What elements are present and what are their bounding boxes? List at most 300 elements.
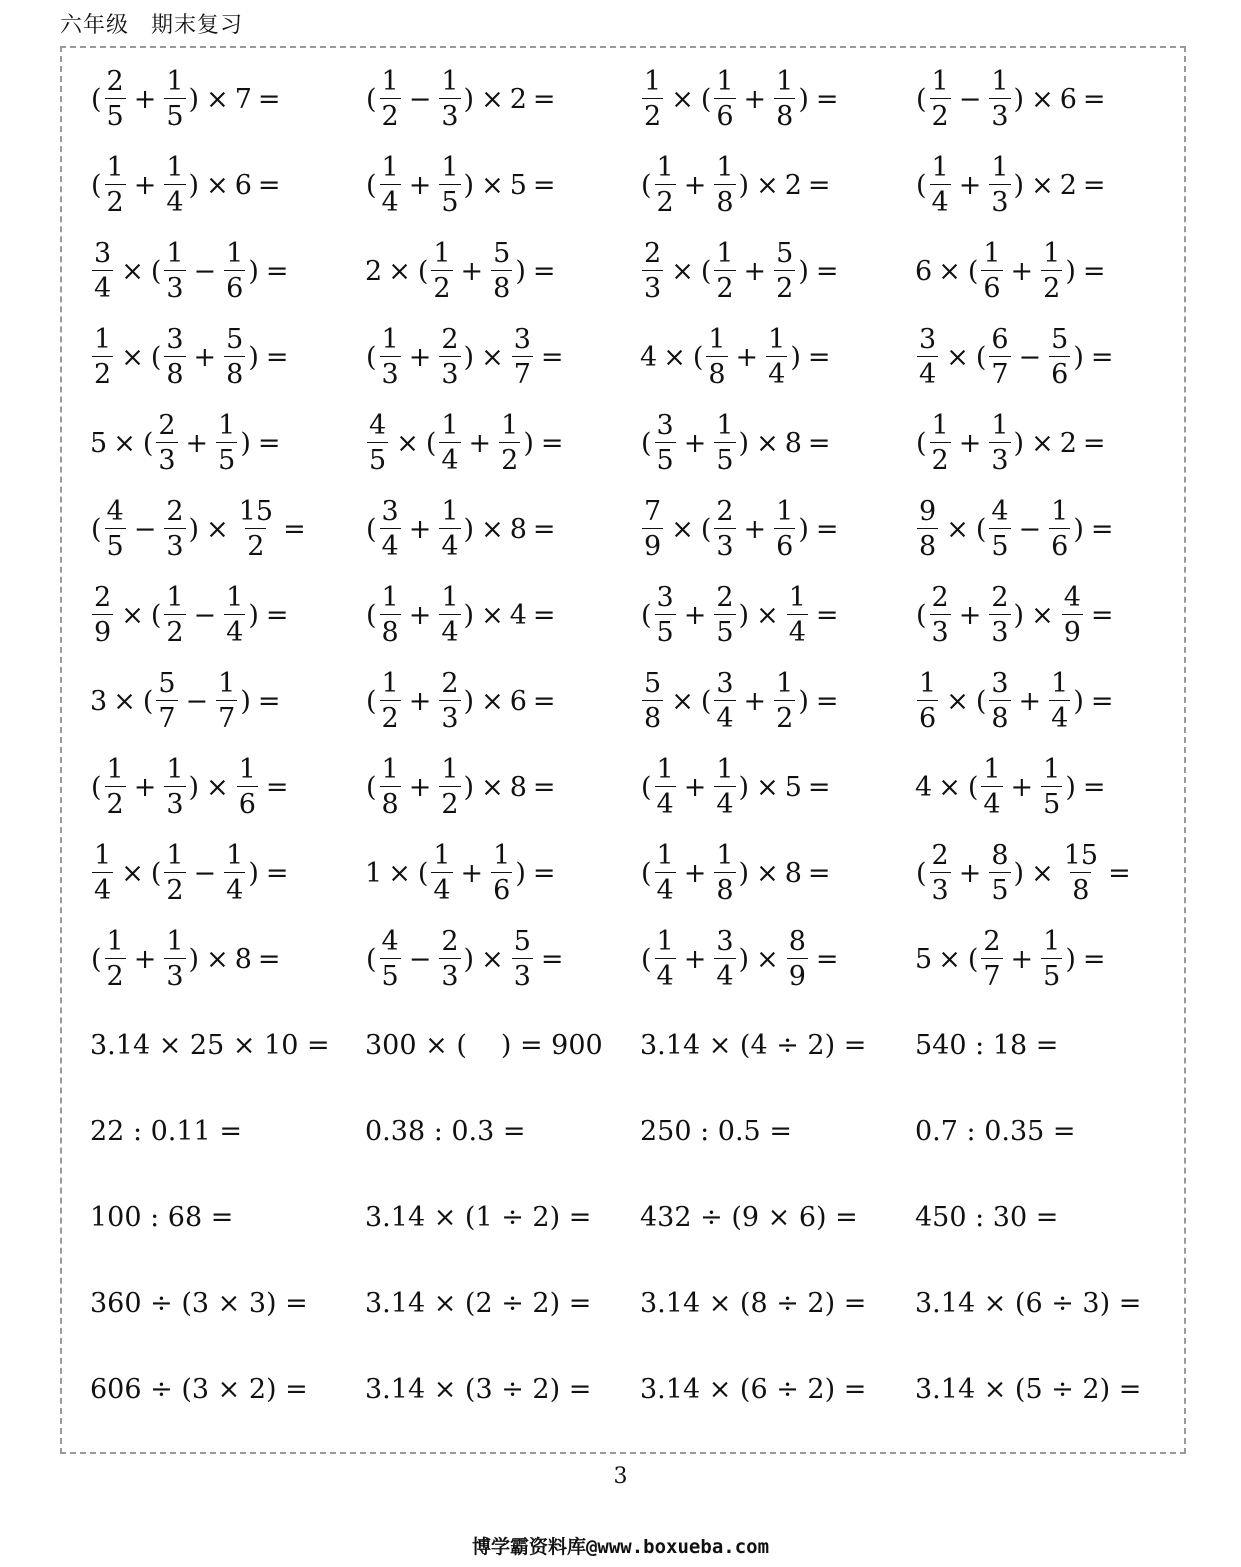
parenthesis: )	[738, 943, 750, 975]
exercise-item	[365, 1116, 640, 1147]
numerator: 1	[708, 324, 726, 355]
fraction	[1062, 842, 1100, 904]
exercise-row	[90, 142, 1190, 228]
expression-text: 3.14 × (1 ÷ 2) =	[365, 1201, 592, 1233]
operator: ×	[1031, 427, 1054, 459]
operator: ×	[756, 427, 779, 459]
fraction	[431, 842, 452, 904]
operator: ×	[121, 341, 144, 373]
operator: =	[265, 771, 289, 803]
operator: +	[1018, 685, 1042, 717]
exercise-row	[90, 1346, 1190, 1432]
parenthesis: (	[366, 513, 377, 545]
numerator: 1	[501, 410, 519, 441]
fraction	[714, 68, 735, 130]
operator: =	[807, 341, 831, 373]
fraction	[92, 240, 113, 302]
exercise-item	[90, 240, 365, 302]
numerator: 3	[166, 324, 184, 355]
exercise-item	[365, 240, 640, 302]
expression-text: 8	[784, 427, 802, 459]
operator: =	[807, 169, 831, 201]
operator: =	[815, 943, 839, 975]
fraction	[164, 68, 185, 130]
numerator: 15	[1063, 840, 1099, 871]
exercise-item	[640, 68, 915, 130]
operator: ×	[481, 513, 504, 545]
operator: =	[265, 599, 289, 631]
denominator: 3	[164, 786, 185, 818]
denominator: 4	[224, 614, 245, 646]
numerator: 2	[158, 410, 176, 441]
operator: ×	[481, 83, 504, 115]
numerator: 1	[106, 754, 124, 785]
fraction	[989, 154, 1010, 216]
fraction	[224, 240, 245, 302]
exercise-row	[90, 56, 1190, 142]
expression-text: 5	[90, 427, 108, 459]
numerator: 3	[716, 668, 734, 699]
fraction	[766, 326, 787, 388]
fraction	[499, 412, 520, 474]
exercise-item	[365, 1202, 640, 1233]
parenthesis: )	[798, 83, 809, 115]
fraction	[164, 756, 185, 818]
exercise-row	[90, 400, 1190, 486]
operator: =	[532, 83, 556, 115]
parenthesis: (	[91, 513, 102, 545]
operator: =	[265, 341, 289, 373]
denominator: 3	[164, 528, 185, 560]
denominator: 9	[642, 528, 663, 560]
operator: +	[743, 255, 767, 287]
parenthesis: )	[463, 169, 475, 201]
expression-text: 3.14 × (6 ÷ 3) =	[915, 1287, 1142, 1319]
operator: −	[958, 83, 982, 115]
fraction	[380, 584, 401, 646]
operator: =	[257, 943, 281, 975]
denominator: 4	[1049, 700, 1070, 732]
parenthesis: )	[1073, 341, 1084, 373]
expression-text: 6	[915, 255, 933, 287]
parenthesis: )	[248, 857, 259, 889]
fraction	[787, 584, 808, 646]
expression-text: 100 : 68 =	[90, 1201, 234, 1233]
operator: =	[257, 685, 281, 717]
exercise-row	[90, 916, 1190, 1002]
parenthesis: )	[738, 857, 750, 889]
denominator: 5	[714, 442, 735, 474]
fraction	[917, 326, 938, 388]
parenthesis: (	[916, 169, 927, 201]
exercise-item	[640, 1374, 915, 1405]
fraction	[105, 154, 126, 216]
numerator: 2	[441, 668, 459, 699]
exercise-item	[915, 670, 1190, 732]
denominator: 8	[380, 614, 401, 646]
fraction	[224, 326, 245, 388]
numerator: 9	[919, 496, 937, 527]
fraction	[714, 412, 735, 474]
numerator: 5	[226, 324, 244, 355]
numerator: 5	[1051, 324, 1069, 355]
expression-text: 3.14 × (8 ÷ 2) =	[640, 1287, 867, 1319]
fraction	[439, 68, 460, 130]
numerator: 2	[716, 582, 734, 613]
numerator: 4	[381, 926, 399, 957]
numerator: 1	[776, 496, 794, 527]
parenthesis: (	[975, 341, 987, 373]
parenthesis: (	[692, 341, 704, 373]
numerator: 4	[369, 410, 387, 441]
fraction	[491, 240, 512, 302]
operator: +	[468, 427, 492, 459]
denominator: 4	[439, 528, 460, 560]
numerator: 1	[716, 840, 734, 871]
operator: =	[532, 685, 556, 717]
numerator: 1	[788, 582, 806, 613]
operator: =	[532, 169, 556, 201]
fraction	[655, 584, 676, 646]
fraction	[367, 412, 388, 474]
expression-text: 3.14 × 25 × 10 =	[90, 1029, 330, 1061]
parenthesis: (	[91, 169, 102, 201]
exercise-item	[915, 240, 1190, 302]
denominator: 4	[787, 614, 808, 646]
operator: +	[958, 427, 982, 459]
expression-text: 2	[784, 169, 802, 201]
denominator: 5	[367, 442, 388, 474]
numerator: 1	[931, 152, 949, 183]
parenthesis: (	[700, 255, 712, 287]
fraction	[655, 928, 676, 990]
numerator: 2	[716, 496, 734, 527]
denominator: 9	[1062, 614, 1083, 646]
fraction	[439, 670, 460, 732]
numerator: 1	[166, 66, 184, 97]
numerator: 1	[166, 754, 184, 785]
numerator: 2	[931, 840, 949, 871]
operator: +	[133, 771, 157, 803]
denominator: 3	[930, 872, 951, 904]
fraction	[105, 68, 126, 130]
operator: +	[683, 427, 707, 459]
fraction	[439, 154, 460, 216]
parenthesis: )	[1013, 857, 1025, 889]
numerator: 1	[931, 66, 949, 97]
denominator: 4	[439, 614, 460, 646]
operator: =	[815, 599, 839, 631]
parenthesis: (	[641, 771, 652, 803]
numerator: 1	[991, 66, 1009, 97]
fraction	[930, 842, 951, 904]
parenthesis: )	[248, 255, 259, 287]
fraction	[380, 326, 401, 388]
exercise-item	[90, 756, 365, 818]
fraction	[774, 68, 795, 130]
parenthesis: )	[790, 341, 801, 373]
operator: ×	[206, 771, 229, 803]
fraction	[164, 842, 185, 904]
fraction	[930, 68, 951, 130]
numerator: 2	[644, 238, 662, 269]
numerator: 1	[433, 238, 451, 269]
expression-text: ) = 900	[500, 1029, 603, 1061]
numerator: 1	[441, 754, 459, 785]
denominator: 2	[105, 786, 126, 818]
operator: =	[815, 513, 839, 545]
header-grade: 六年级	[60, 13, 130, 38]
operator: +	[1010, 771, 1034, 803]
fraction	[380, 670, 401, 732]
operator: −	[185, 685, 209, 717]
denominator: 4	[380, 184, 401, 216]
parenthesis: )	[1065, 943, 1076, 975]
denominator: 4	[981, 786, 1002, 818]
fraction	[164, 154, 185, 216]
denominator: 4	[714, 786, 735, 818]
operator: =	[815, 83, 839, 115]
operator: −	[193, 857, 217, 889]
operator: =	[1090, 341, 1114, 373]
fraction	[105, 928, 126, 990]
numerator: 1	[716, 410, 734, 441]
parenthesis: (	[366, 83, 377, 115]
fraction	[642, 68, 663, 130]
operator: +	[460, 857, 484, 889]
numerator: 1	[106, 926, 124, 957]
expression-text: 5	[784, 771, 802, 803]
exercise-item	[640, 240, 915, 302]
parenthesis: (	[641, 857, 652, 889]
denominator: 3	[439, 958, 460, 990]
denominator: 8	[380, 786, 401, 818]
numerator: 7	[644, 496, 662, 527]
exercise-item	[365, 584, 640, 646]
fraction	[989, 498, 1010, 560]
fraction	[981, 756, 1002, 818]
numerator: 1	[218, 410, 236, 441]
denominator: 3	[439, 700, 460, 732]
expression-text: 450 : 30 =	[915, 1201, 1059, 1233]
denominator: 8	[706, 356, 727, 388]
numerator: 1	[166, 238, 184, 269]
denominator: 7	[981, 958, 1002, 990]
exercise-item	[640, 670, 915, 732]
fraction	[714, 928, 735, 990]
operator: =	[1082, 943, 1106, 975]
operator: −	[408, 83, 432, 115]
numerator: 1	[94, 840, 112, 871]
operator: ×	[938, 943, 961, 975]
denominator: 2	[92, 356, 113, 388]
exercise-item	[640, 1288, 915, 1319]
fraction	[981, 240, 1002, 302]
numerator: 1	[768, 324, 786, 355]
operator: +	[460, 255, 484, 287]
operator: =	[815, 685, 839, 717]
parenthesis: (	[975, 513, 987, 545]
denominator: 4	[930, 184, 951, 216]
parenthesis: )	[515, 857, 526, 889]
parenthesis: )	[463, 83, 475, 115]
exercise-item	[640, 1030, 915, 1061]
operator: ×	[206, 169, 229, 201]
expression-text: 2	[1059, 169, 1077, 201]
expression-text: 3	[90, 685, 108, 717]
numerator: 1	[919, 668, 937, 699]
denominator: 9	[787, 958, 808, 990]
expression-text: 1	[365, 857, 383, 889]
expression-text: 2	[509, 83, 527, 115]
parenthesis: (	[366, 169, 377, 201]
parenthesis: )	[240, 427, 251, 459]
denominator: 7	[216, 700, 237, 732]
fraction	[1049, 498, 1070, 560]
fraction	[156, 670, 177, 732]
operator: ×	[481, 685, 504, 717]
denominator: 5	[216, 442, 237, 474]
operator: +	[743, 685, 767, 717]
numerator: 2	[991, 582, 1009, 613]
fraction	[774, 240, 795, 302]
exercise-item	[90, 68, 365, 130]
parenthesis: )	[1073, 685, 1084, 717]
operator: −	[1018, 513, 1042, 545]
denominator: 6	[1049, 356, 1070, 388]
expression-text: 8	[784, 857, 802, 889]
denominator: 3	[714, 528, 735, 560]
operator: =	[265, 255, 289, 287]
fraction	[655, 756, 676, 818]
numerator: 4	[1063, 582, 1081, 613]
exercise-item	[90, 1116, 365, 1147]
operator: ×	[121, 255, 144, 287]
denominator: 4	[714, 700, 735, 732]
numerator: 15	[238, 496, 274, 527]
expression-text: 540 : 18 =	[915, 1029, 1059, 1061]
operator: ×	[481, 943, 504, 975]
exercise-item	[915, 842, 1190, 904]
operator: =	[532, 513, 556, 545]
operator: ×	[671, 685, 694, 717]
denominator: 5	[714, 614, 735, 646]
operator: =	[532, 599, 556, 631]
operator: ×	[1031, 83, 1054, 115]
fraction	[1049, 326, 1070, 388]
exercise-item	[90, 1030, 365, 1061]
fraction	[164, 928, 185, 990]
parenthesis: (	[641, 943, 652, 975]
numerator: 2	[441, 324, 459, 355]
operator: ×	[206, 943, 229, 975]
operator: ×	[671, 83, 694, 115]
exercise-item	[915, 584, 1190, 646]
expression-text: 8	[509, 513, 527, 545]
exercise-row	[90, 1174, 1190, 1260]
numerator: 2	[441, 926, 459, 957]
operator: +	[743, 83, 767, 115]
exercise-item	[915, 412, 1190, 474]
operator: ×	[113, 427, 136, 459]
parenthesis: )	[1065, 255, 1076, 287]
fraction	[92, 842, 113, 904]
exercise-item	[640, 498, 915, 560]
operator: =	[257, 169, 281, 201]
fraction	[164, 240, 185, 302]
denominator: 3	[439, 356, 460, 388]
denominator: 2	[774, 700, 795, 732]
exercise-item	[90, 584, 365, 646]
numerator: 1	[441, 66, 459, 97]
parenthesis: (	[417, 857, 429, 889]
numerator: 1	[381, 582, 399, 613]
denominator: 3	[989, 184, 1010, 216]
exercise-item	[90, 928, 365, 990]
denominator: 8	[917, 528, 938, 560]
fraction	[714, 498, 735, 560]
denominator: 2	[930, 98, 951, 130]
operator: −	[1018, 341, 1042, 373]
fraction	[380, 756, 401, 818]
fraction	[237, 756, 258, 818]
numerator: 5	[513, 926, 531, 957]
numerator: 1	[433, 840, 451, 871]
exercise-item	[640, 154, 915, 216]
numerator: 1	[441, 496, 459, 527]
exercise-item	[365, 68, 640, 130]
numerator: 8	[991, 840, 1009, 871]
parenthesis: (	[366, 771, 377, 803]
fraction	[917, 498, 938, 560]
expression-text: 3.14 × (4 ÷ 2) =	[640, 1029, 867, 1061]
exercise-item	[915, 756, 1190, 818]
operator: ×	[946, 341, 969, 373]
exercise-item	[90, 154, 365, 216]
numerator: 3	[716, 926, 734, 957]
operator: +	[408, 169, 432, 201]
denominator: 2	[105, 184, 126, 216]
numerator: 1	[218, 668, 236, 699]
numerator: 1	[656, 152, 674, 183]
numerator: 2	[106, 66, 124, 97]
denominator: 4	[431, 872, 452, 904]
exercise-row	[90, 228, 1190, 314]
expression-text: 3.14 × (3 ÷ 2) =	[365, 1373, 592, 1405]
denominator: 2	[380, 98, 401, 130]
denominator: 2	[714, 270, 735, 302]
exercise-item	[915, 1202, 1190, 1233]
fraction	[714, 842, 735, 904]
parenthesis: )	[738, 771, 750, 803]
operator: +	[1010, 943, 1034, 975]
fraction	[787, 928, 808, 990]
footer-watermark: 博学霸资料库@www.boxueba.com	[471, 1536, 770, 1558]
exercise-item	[640, 1116, 915, 1147]
operator: =	[1082, 255, 1106, 287]
fraction	[642, 498, 663, 560]
parenthesis: )	[515, 255, 526, 287]
numerator: 1	[226, 582, 244, 613]
operator: +	[133, 169, 157, 201]
fraction	[164, 326, 185, 388]
parenthesis: (	[967, 943, 979, 975]
fraction	[491, 842, 512, 904]
denominator: 2	[1041, 270, 1062, 302]
page-header	[60, 8, 243, 39]
numerator: 1	[656, 926, 674, 957]
fraction	[1041, 240, 1062, 302]
